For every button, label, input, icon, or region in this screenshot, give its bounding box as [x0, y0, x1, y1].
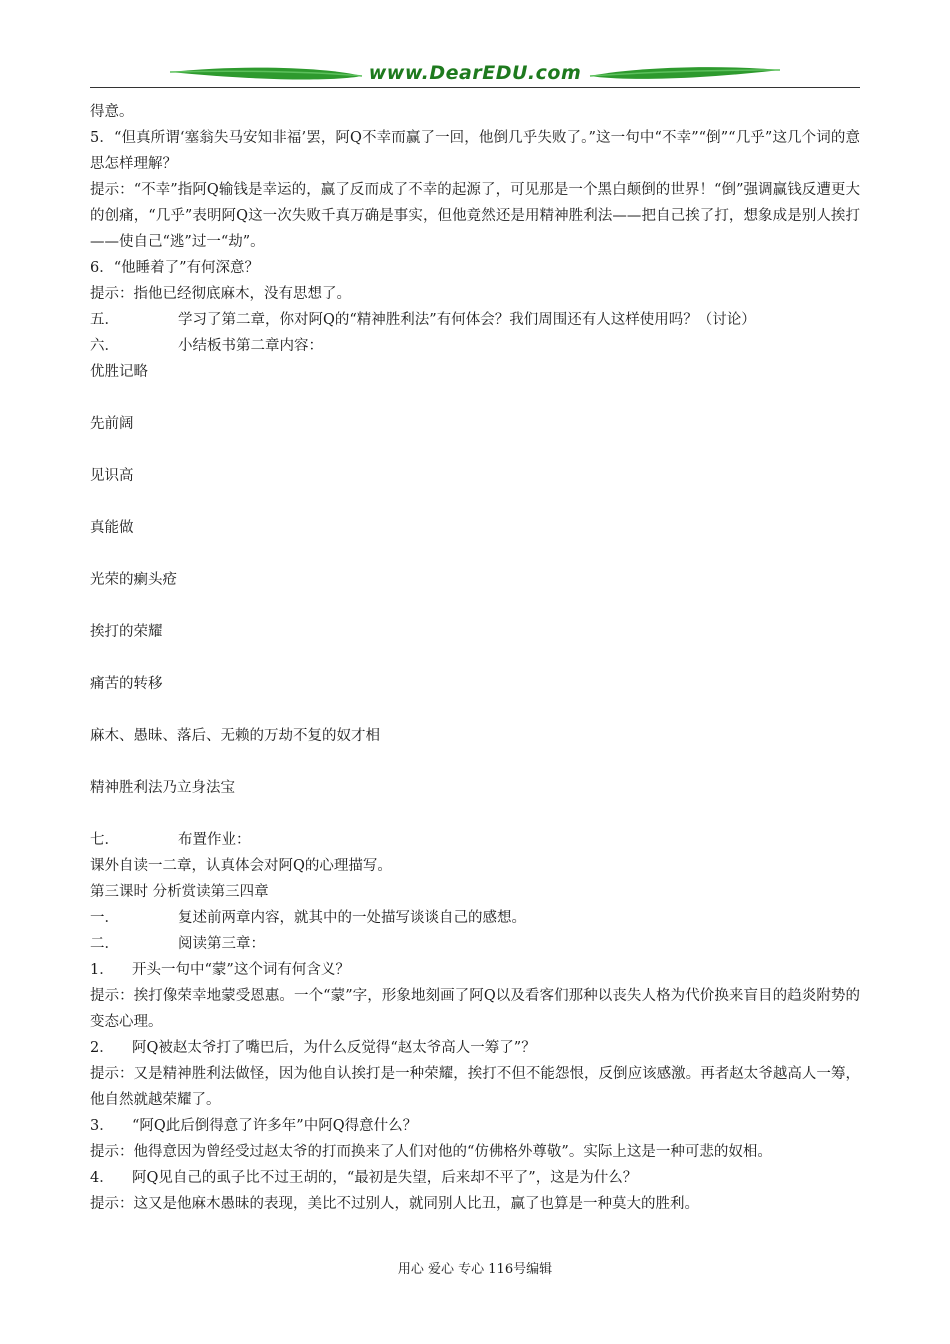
summary-item: 见识高 [90, 468, 134, 484]
section-number: 六． [90, 338, 119, 354]
section-2 [90, 931, 860, 957]
hint-4: 提示：这又是他麻木愚昧的表现，美比不过别人，就同别人比丑，赢了也算是一种莫大的胜利。 [90, 1196, 699, 1212]
question-text: 阿Q被赵太爷打了嘴巴后，为什么反觉得“赵太爷高人一筹了”？ [132, 1040, 536, 1056]
section-number: 二． [90, 936, 119, 952]
summary-item: 挨打的荣耀 [90, 624, 163, 640]
section-text: 学习了第二章，你对阿Q的“精神胜利法”有何体会？我们周围还有人这样使用吗？（讨论） [178, 312, 756, 328]
summary-item: 先前阔 [90, 416, 134, 432]
section-number: 五． [90, 312, 119, 328]
lesson-heading: 第三课时 分析赏读第三四章 [90, 884, 269, 900]
section-1 [90, 905, 860, 931]
hint-2: 提示：又是精神胜利法做怪，因为他自认挨打是一种荣耀，挨打不但不能怨恨，反倒应该感激。再者赵太爷越高人一筹，他自然就越荣耀了。 [90, 1066, 860, 1108]
summary-item: 麻木、愚昧、落后、无赖的万劫不复的奴才相 [90, 728, 380, 744]
logo-text: www.DearEDU.com [368, 62, 582, 84]
question-number: 4． [90, 1170, 114, 1186]
summary-item: 痛苦的转移 [90, 676, 163, 692]
section-5 [90, 307, 860, 333]
section-text: 布置作业： [178, 832, 251, 848]
question-number: 3． [90, 1118, 114, 1134]
hint-6: 提示：指他已经彻底麻木，没有思想了。 [90, 286, 351, 302]
question-6: 6．“他睡着了”有何深意？ [90, 260, 260, 276]
question-3 [90, 1113, 860, 1139]
summary-item: 真能做 [90, 520, 134, 536]
hint-1: 提示：挨打像荣幸地蒙受恩惠。一个“蒙”字，形象地刻画了阿Q以及看客们那种以丧失人格为代价换来盲目的趋炎附势的变态心理。 [90, 988, 860, 1030]
homework: 课外自读一二章，认真体会对阿Q的心理描写。 [90, 858, 392, 874]
hint-5: 提示：“不幸”指阿Q输钱是幸运的，赢了反而成了不幸的起源了，可见那是一个黑白颠倒的世界！“倒”强调赢钱反遭更大的创痛，“几乎”表明阿Q这一次失败千真万确是事实，但他竟然还是用精神胜利法——把自己挨了打，想象成是别人挨打——使自己“逃”过一“劫”。 [90, 182, 860, 250]
question-2 [90, 1035, 860, 1061]
summary-item: 优胜记略 [90, 364, 148, 380]
question-text: “阿Q此后倒得意了许多年”中阿Q得意什么？ [132, 1118, 418, 1134]
question-text: 阿Q见自己的虱子比不过王胡的，“最初是失望，后来却不平了”，这是为什么？ [132, 1170, 638, 1186]
header-divider [90, 87, 860, 88]
summary-item: 光荣的瘌头疮 [90, 572, 177, 588]
hint-3: 提示：他得意因为曾经受过赵太爷的打而换来了人们对他的“仿佛格外尊敬”。实际上这是一种可悲的奴相。 [90, 1144, 772, 1160]
document-body [90, 99, 860, 1217]
question-5: 5．“但真所谓‘塞翁失马安知非福’罢，阿Q不幸而赢了一回，他倒几乎失败了。”这一句中“不幸”“倒”“几乎”这几个词的意思怎样理解？ [90, 130, 860, 172]
question-1 [90, 957, 860, 983]
page-footer: 用心 爱心 专心 116号编辑 [397, 1262, 553, 1277]
question-4 [90, 1165, 860, 1191]
section-text: 阅读第三章： [178, 936, 265, 952]
question-number: 1． [90, 962, 114, 978]
paragraph: 得意。 [90, 104, 134, 120]
question-text: 开头一句中“蒙”这个词有何含义？ [132, 962, 350, 978]
section-6 [90, 333, 860, 359]
section-number: 一． [90, 910, 119, 926]
section-number: 七． [90, 832, 119, 848]
section-text: 小结板书第二章内容： [178, 338, 323, 354]
section-7 [90, 827, 860, 853]
summary-item: 精神胜利法乃立身法宝 [90, 780, 235, 796]
section-text: 复述前两章内容，就其中的一处描写谈谈自己的感想。 [178, 910, 526, 926]
question-number: 2． [90, 1040, 114, 1056]
